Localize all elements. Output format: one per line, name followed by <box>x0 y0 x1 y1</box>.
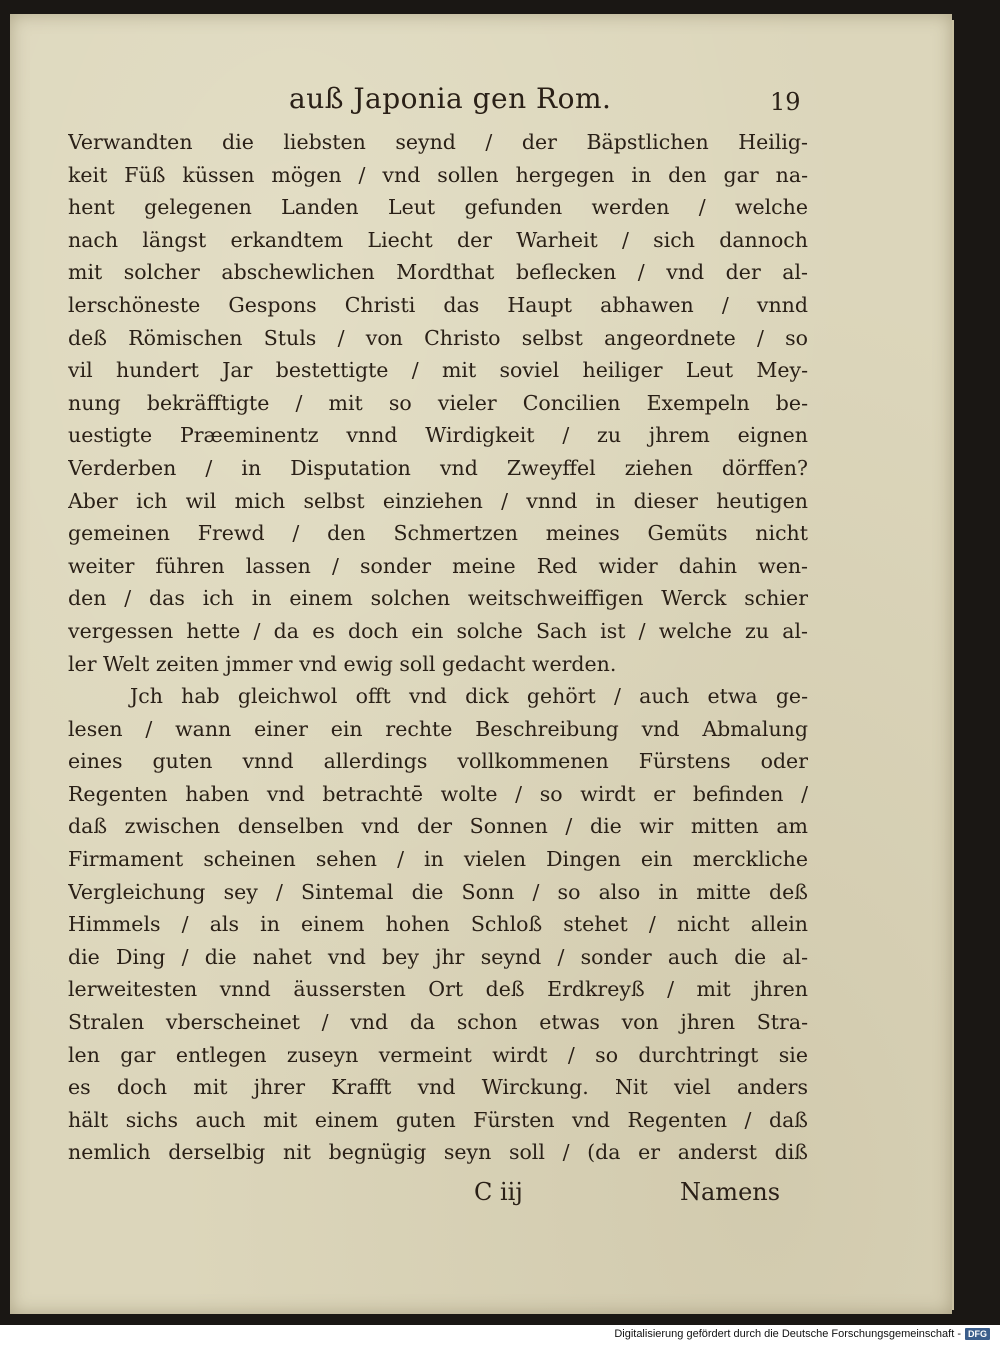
text-line: weiter führen lassen / sonder meine Red wider dahin wen- <box>68 553 808 578</box>
text-line: keit Füß küssen mögen / vnd sollen hergegen in den gar na- <box>68 162 808 187</box>
text-line: lerweitesten vnnd äussersten Ort deß Erdkreyß / mit jhren <box>68 977 808 1002</box>
text-line: Himmels / als in einem hohen Schloß stehet / nicht allein <box>68 912 808 937</box>
signature-mark: C iij <box>474 1178 523 1206</box>
text-line: gemeinen Frewd / den Schmertzen meines Gemüts nicht <box>68 521 808 546</box>
text-line: hält sichs auch mit einem guten Fürsten vnd Regenten / daß <box>68 1107 808 1132</box>
catchword: Namens <box>680 1178 781 1206</box>
text-line: nemlich derselbig nit begnügig seyn soll / (da er anderst diß <box>68 1140 808 1165</box>
text-line: Vergleichung sey / Sintemal die Sonn / so also in mitte deß <box>68 879 808 904</box>
text-line: nach längst erkandtem Liecht der Warheit / sich dannoch <box>68 227 808 252</box>
body-text <box>68 126 808 1169</box>
text-line: lesen / wann einer ein rechte Beschreibung vnd Abmalung <box>68 716 808 741</box>
text-line: Verderben / in Disputation vnd Zweyffel ziehen dörffen? <box>68 455 808 480</box>
text-line: den / das ich in einem solchen weitschweiffigen Werck schier <box>68 586 808 611</box>
digitization-credit <box>614 1328 990 1340</box>
page-number: 19 <box>770 88 801 116</box>
text-line: ler Welt zeiten jmmer vnd ewig soll gedacht werden. <box>68 651 617 676</box>
text-line: mit solcher abschewlichen Mordthat beflecken / vnd der al- <box>68 260 808 285</box>
text-line: vergessen hette / da es doch ein solche Sach ist / welche zu al- <box>68 618 808 643</box>
dfg-logo-icon: DFG <box>965 1328 990 1340</box>
text-line: len gar entlegen zuseyn vermeint wirdt / so durchtringt sie <box>68 1042 808 1067</box>
running-head: auß Japonia gen Rom. <box>289 82 612 115</box>
text-line: deß Römischen Stuls / von Christo selbst angeordnete / so <box>68 325 808 350</box>
text-line: Firmament scheinen sehen / in vielen Dingen ein merckliche <box>68 847 808 872</box>
text-line: Regenten haben vnd betrachtē wolte / so wirdt er befinden / <box>68 781 808 806</box>
text-line: es doch mit jhrer Krafft vnd Wirckung. Nit viel anders <box>68 1075 808 1100</box>
text-line: Stralen vberscheinet / vnd da schon etwas von jhren Stra- <box>68 1010 808 1035</box>
text-line: vil hundert Jar bestettigte / mit soviel heiliger Leut Mey- <box>68 358 808 383</box>
text-line: uestigte Præeminentz vnnd Wirdigkeit / zu jhrem eignen <box>68 423 808 448</box>
text-line: daß zwischen denselben vnd der Sonnen / die wir mitten am <box>68 814 808 839</box>
text-line: lerschöneste Gespons Christi das Haupt abhawen / vnnd <box>68 292 808 317</box>
text-line: Verwandten die liebsten seynd / der Bäpstlichen Heilig- <box>68 130 808 154</box>
text-line: hent gelegenen Landen Leut gefunden werden / welche <box>68 195 808 220</box>
credit-text: Digitalisierung gefördert durch die Deutsche Forschungsgemeinschaft - <box>614 1328 961 1340</box>
text-line: die Ding / die nahet vnd bey jhr seynd / sonder auch die al- <box>68 944 808 969</box>
text-line: eines guten vnnd allerdings vollkommenen Fürstens oder <box>68 749 808 774</box>
text-line: Jch hab gleichwol offt vnd dick gehört / auch etwa ge- <box>130 684 808 709</box>
text-line: Aber ich wil mich selbst einziehen / vnnd in dieser heutigen <box>68 488 808 513</box>
text-line: nung bekräfftigte / mit so vieler Concilien Exempeln be- <box>68 390 808 415</box>
